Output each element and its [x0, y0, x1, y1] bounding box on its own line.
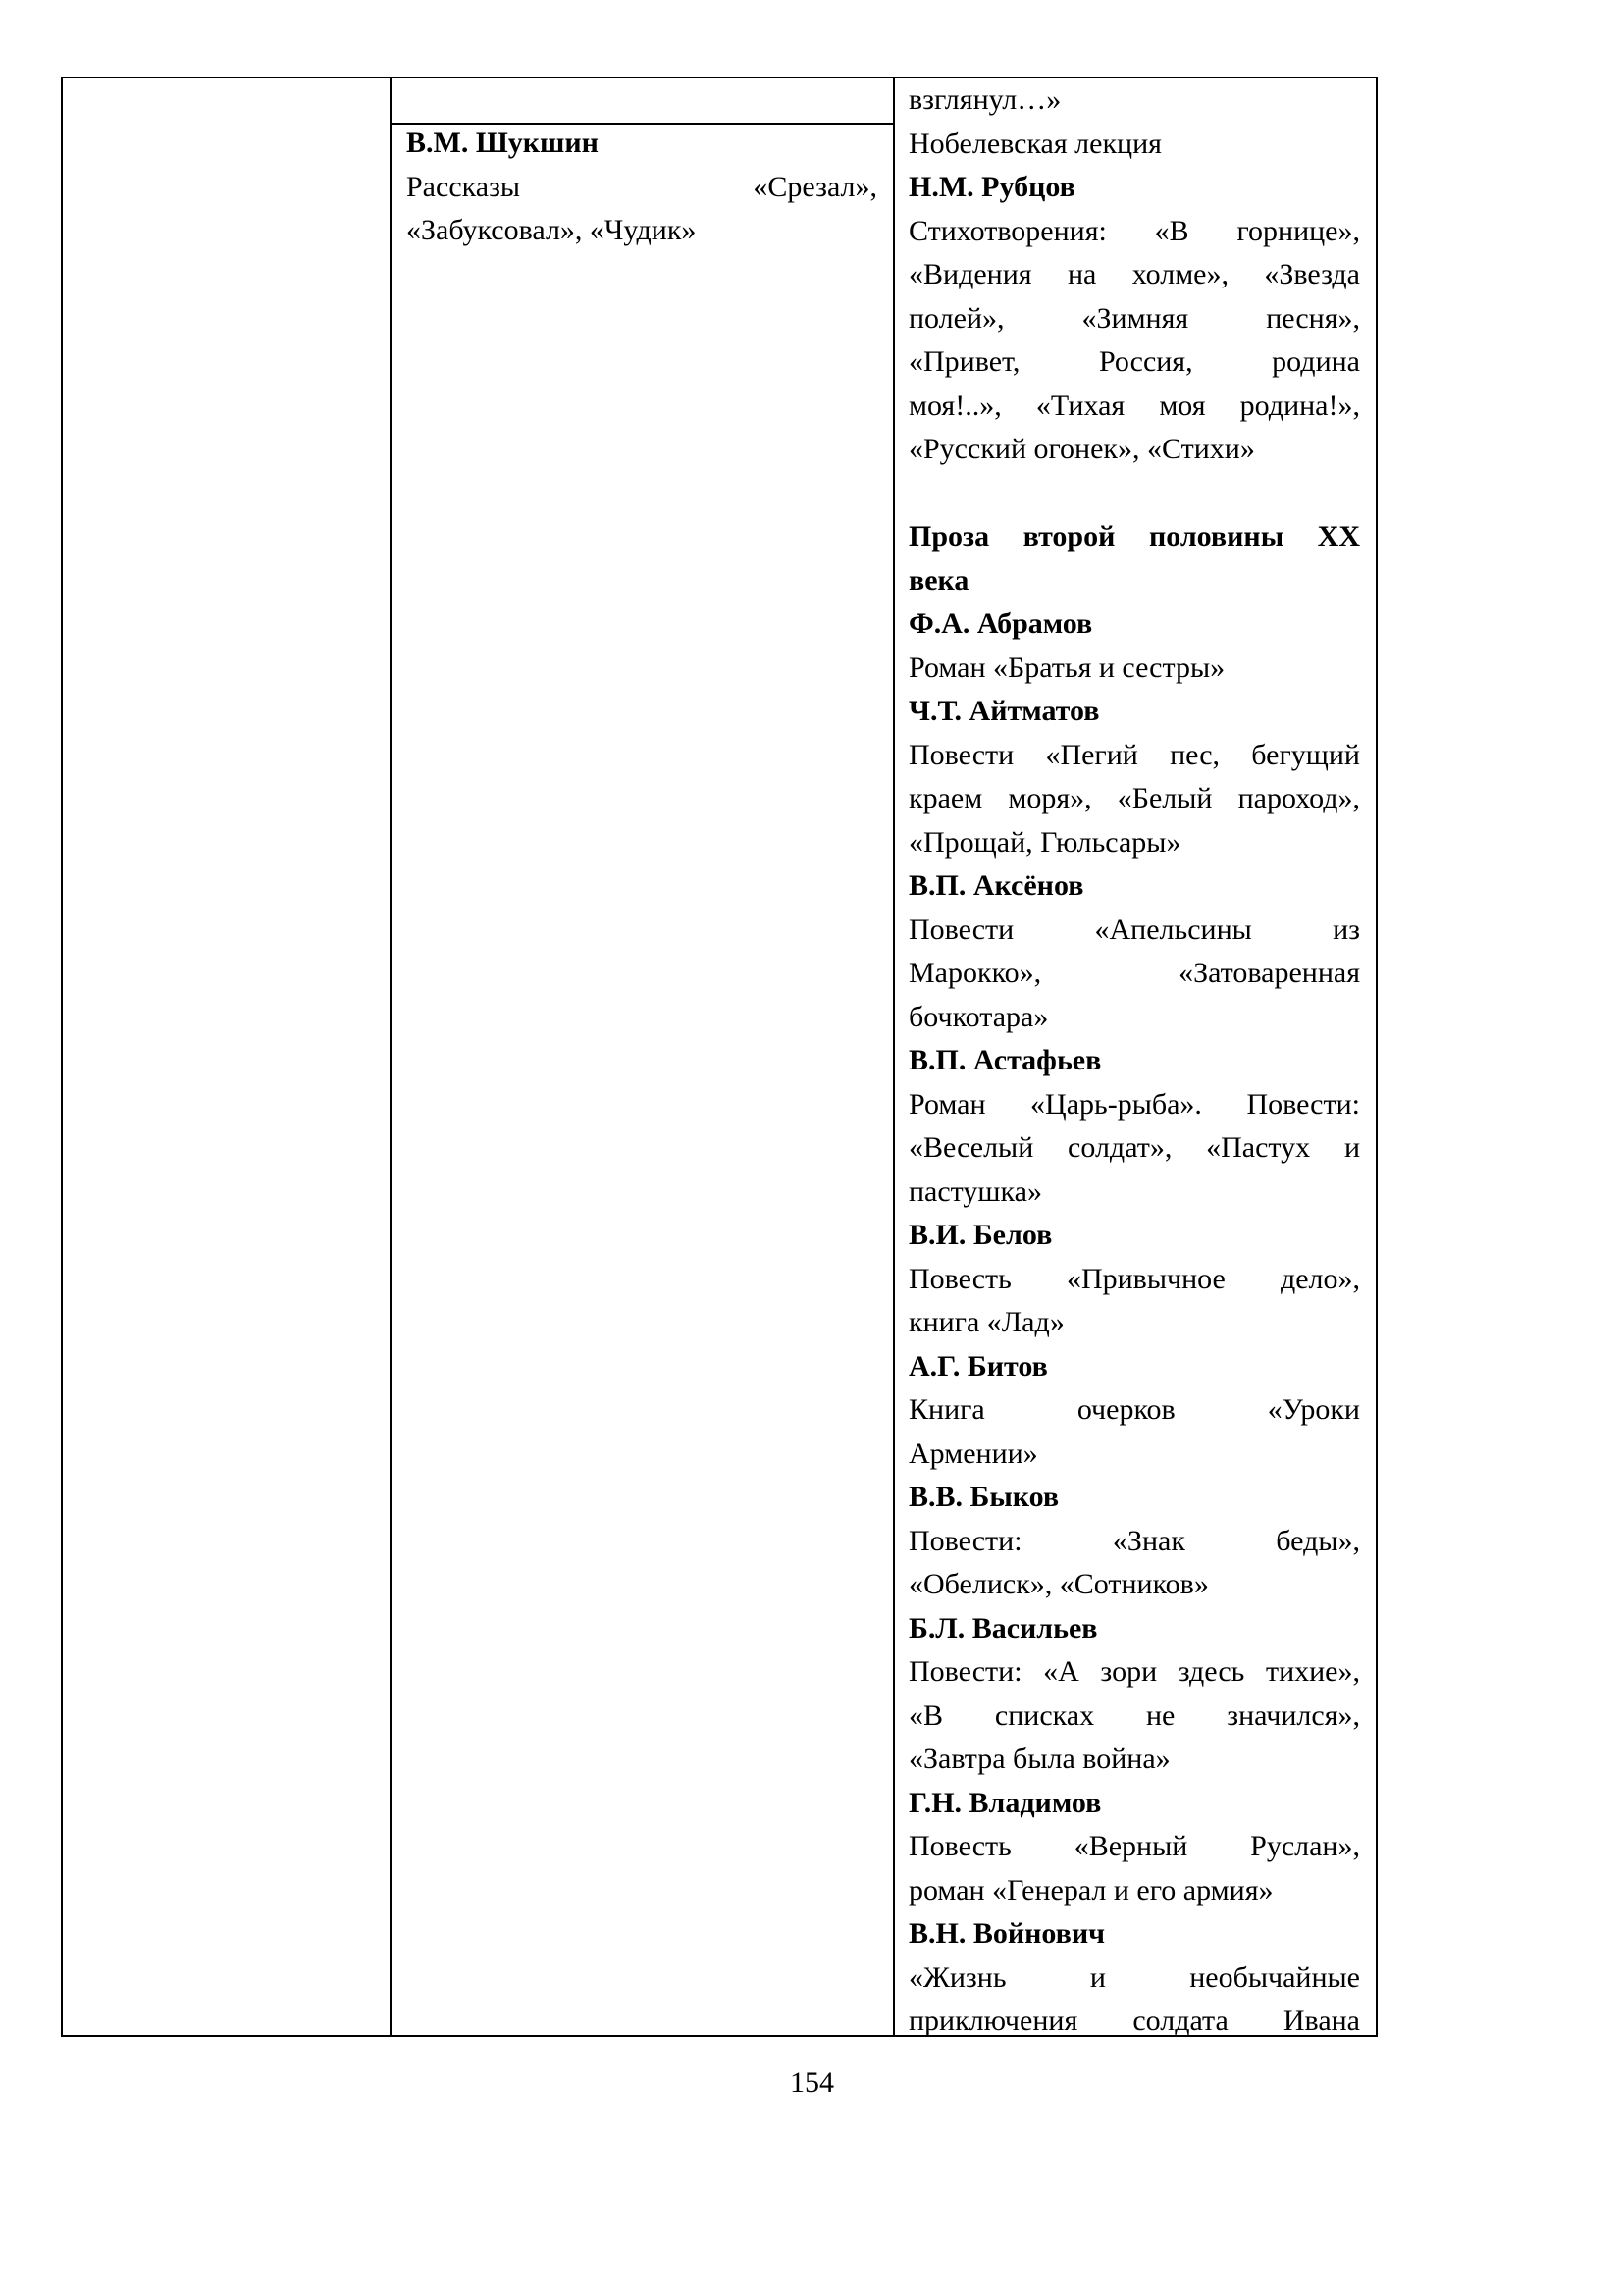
- blank-line: [909, 472, 1360, 516]
- works-line: пастушка»: [909, 1174, 1042, 1208]
- works-line: «Прощай, Гюльсары»: [909, 825, 1181, 859]
- author-name: В.П. Аксёнов: [909, 869, 1084, 902]
- section-heading: Проза второй половины XX: [909, 520, 1360, 552]
- works-line: Повесть «Привычное дело»,: [909, 1262, 1360, 1295]
- works-line: «В списках не значился»,: [909, 1698, 1360, 1732]
- works-line: Книга очерков «Уроки: [909, 1393, 1360, 1426]
- works-line: Роман «Царь-рыба». Повести:: [909, 1087, 1360, 1121]
- works-line: Армении»: [909, 1436, 1038, 1470]
- works-line: Роман «Братья и сестры»: [909, 651, 1226, 684]
- works-line: книга «Лад»: [909, 1306, 1065, 1338]
- works-line: «Жизнь и необычайные: [909, 1960, 1360, 1994]
- works-line: «Завтра была война»: [909, 1743, 1171, 1775]
- works-line: полей», «Зимняя песня»,: [909, 301, 1360, 335]
- works-line: «Забуксовал», «Чудик»: [406, 214, 697, 246]
- works-line: Повесть «Верный Руслан»,: [909, 1830, 1360, 1862]
- author-name: Б.Л. Васильев: [909, 1611, 1098, 1644]
- author-name: Ч.Т. Айтматов: [909, 695, 1100, 727]
- works-line: Повести: «А зори здесь тихие»,: [909, 1655, 1360, 1688]
- author-name: В.Н. Войнович: [909, 1917, 1106, 1950]
- author-name: В.В. Быков: [909, 1481, 1060, 1513]
- author-name: В.И. Белов: [909, 1219, 1053, 1251]
- works-line: роман «Генерал и его армия»: [909, 1873, 1274, 1906]
- author-name: Ф.А. Абрамов: [909, 607, 1093, 640]
- table-right-border: [1376, 77, 1378, 2037]
- page-number: 154: [790, 2066, 834, 2099]
- table-column-divider-2: [893, 77, 895, 2037]
- works-line: Марокко», «Затоваренная: [909, 957, 1360, 989]
- section-heading: века: [909, 563, 969, 597]
- column-3-cell: [909, 78, 1360, 2044]
- works-line: Рассказы «Срезал»,: [406, 170, 877, 203]
- works-line: Повести: «Знак беды»,: [909, 1524, 1360, 1557]
- works-line: Повести «Пегий пес, бегущий: [909, 738, 1360, 771]
- works-line: «Веселый солдат», «Пастух и: [909, 1131, 1360, 1164]
- works-line: краем моря», «Белый пароход»,: [909, 782, 1360, 814]
- works-line: приключения солдата Ивана: [909, 2005, 1360, 2037]
- author-name: Г.Н. Владимов: [909, 1786, 1102, 1819]
- works-line: моя!..», «Тихая моя родина!»,: [909, 389, 1360, 422]
- works-line: «Привет, Россия, родина: [909, 345, 1360, 378]
- works-line: Повести «Апельсины из: [909, 913, 1360, 946]
- works-line: «Видения на холме», «Звезда: [909, 258, 1360, 290]
- table-column-divider-1: [390, 77, 392, 2037]
- works-line: бочкотара»: [909, 1000, 1049, 1033]
- text-line: Нобелевская лекция: [909, 127, 1162, 160]
- author-name: Н.М. Рубцов: [909, 171, 1075, 203]
- works-line: «Русский огонек», «Стихи»: [909, 433, 1255, 465]
- author-name: А.Г. Битов: [909, 1349, 1048, 1382]
- table-left-border: [61, 77, 63, 2037]
- works-line: Стихотворения: «В горнице»,: [909, 214, 1360, 247]
- author-name: В.М. Шукшин: [406, 127, 599, 159]
- works-line: «Обелиск», «Сотников»: [909, 1568, 1209, 1600]
- author-name: В.П. Астафьев: [909, 1044, 1102, 1076]
- text-line: взглянул…»: [909, 83, 1062, 116]
- column-2-cell: [406, 122, 877, 253]
